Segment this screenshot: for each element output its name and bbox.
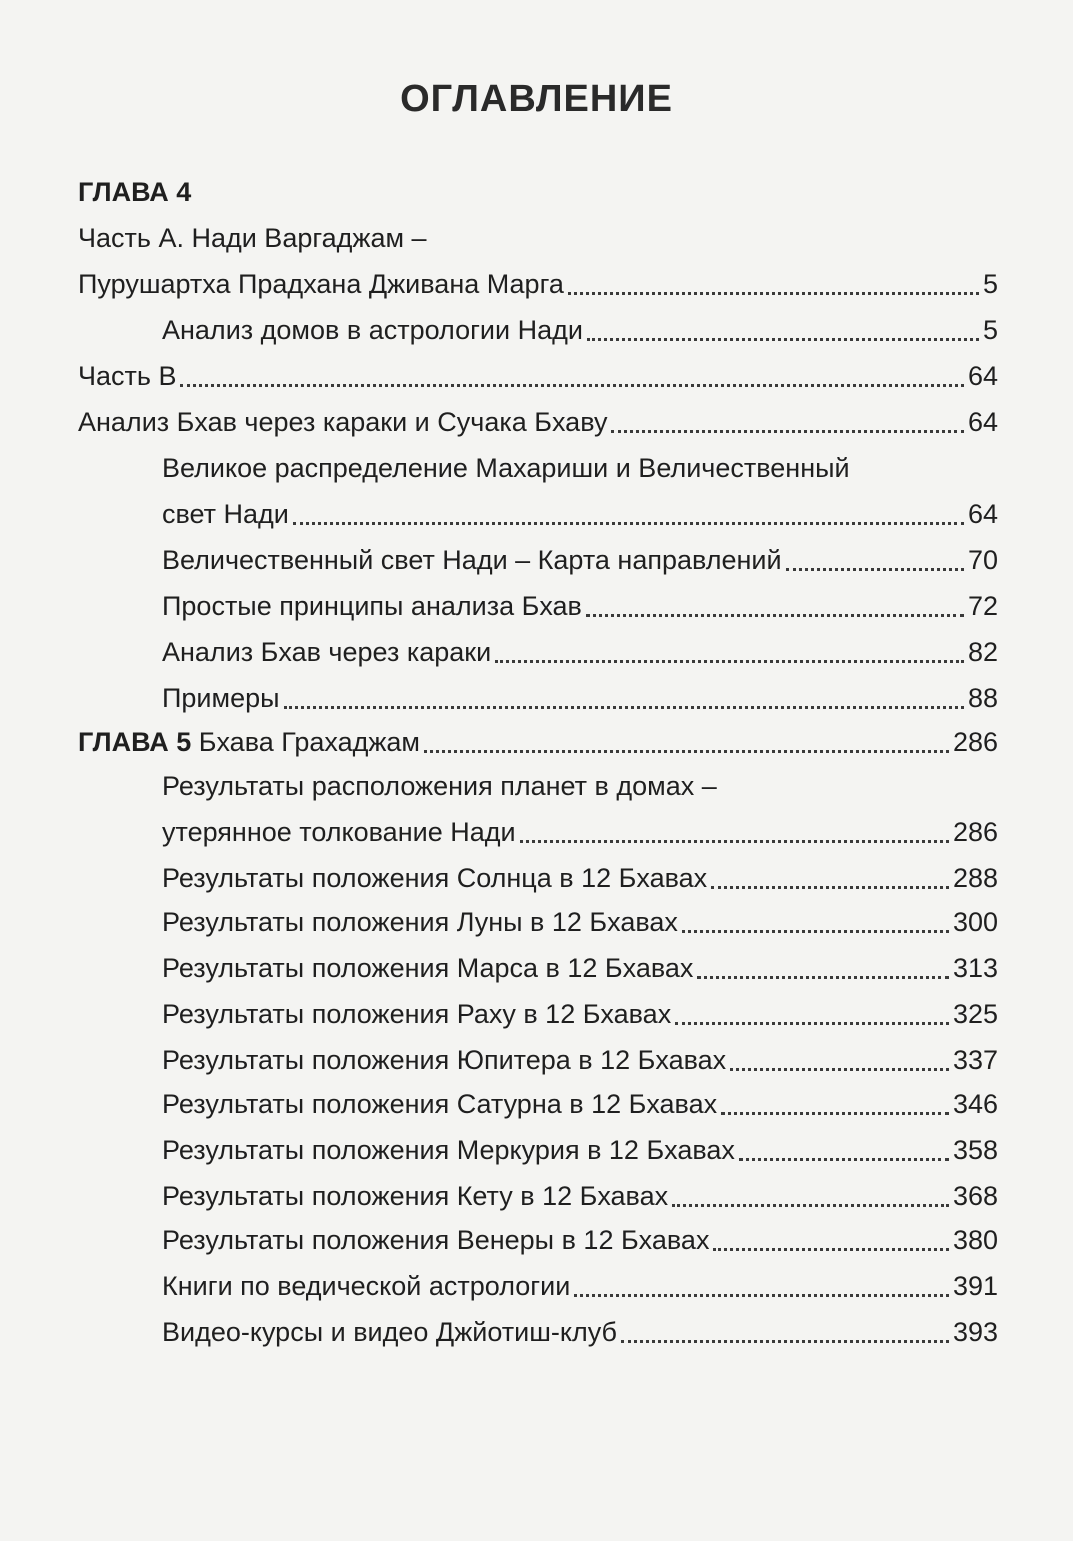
toc-entry <box>162 492 998 536</box>
toc-chapter-5-entry <box>78 720 998 764</box>
dot-leader <box>697 976 949 979</box>
dot-leader <box>711 886 949 889</box>
toc-page-number: 325 <box>952 999 998 1029</box>
dot-leader <box>520 840 949 843</box>
toc-entry-label <box>78 720 420 764</box>
toc-page-number: 64 <box>967 407 998 437</box>
toc-entry <box>162 1310 998 1354</box>
dot-leader <box>621 1340 949 1343</box>
dot-leader <box>424 750 949 753</box>
toc-page-number: 358 <box>952 1135 998 1165</box>
toc-page-number: 391 <box>952 1271 998 1301</box>
toc-entry-label: утерянное толкование Нади <box>162 817 516 847</box>
toc-entry <box>162 764 998 808</box>
toc-entry-label: Результаты положения Меркурия в 12 Бхавах <box>162 1135 735 1165</box>
toc-entry-label: Анализ Бхав через караки <box>162 637 492 667</box>
dot-leader <box>495 660 964 663</box>
toc-page-number: 5 <box>982 315 998 345</box>
toc-entry-label: Книги по ведической астрологии <box>162 1271 571 1301</box>
dot-leader <box>672 1204 949 1207</box>
toc-entry-label: Пурушартха Прадхана Дживана Марга <box>78 269 564 299</box>
toc-entry <box>162 1174 998 1218</box>
toc-entry <box>162 1128 998 1172</box>
dot-leader <box>786 568 964 571</box>
toc-entry-label: Примеры <box>162 683 280 713</box>
toc-entry-label: Часть В <box>78 361 177 391</box>
toc-entry-label: Величественный свет Нади – Карта направлений <box>162 545 782 575</box>
dot-leader <box>739 1158 949 1161</box>
chapter-title: Бхава Грахаджам <box>198 727 420 757</box>
toc-page-number: 346 <box>952 1089 998 1119</box>
toc-entry-label: Результаты положения Кету в 12 Бхавах <box>162 1181 669 1211</box>
dot-leader <box>293 522 964 525</box>
toc-page-number: 82 <box>967 637 998 667</box>
toc-entry <box>162 946 998 990</box>
toc-chapter-4-heading <box>78 170 998 214</box>
toc-entry <box>162 1082 998 1126</box>
toc-page-number: 337 <box>952 1045 998 1075</box>
dot-leader <box>568 292 979 295</box>
toc-entry <box>162 856 998 900</box>
dot-leader <box>675 1022 949 1025</box>
toc-entry <box>162 446 998 490</box>
toc-page-number: 380 <box>952 1225 998 1255</box>
toc-entry <box>162 810 998 854</box>
toc-entry-label: свет Нади <box>162 499 289 529</box>
dot-leader <box>721 1112 949 1115</box>
toc-entry-label: Анализ Бхав через караки и Сучака Бхаву <box>78 407 608 437</box>
toc-entry <box>78 262 998 306</box>
toc-entry <box>162 1264 998 1308</box>
toc-page-number: 5 <box>982 269 998 299</box>
toc-entry-label: Видео-курсы и видео Джйотиш-клуб <box>162 1317 617 1347</box>
dot-leader <box>730 1068 949 1071</box>
toc-page-number: 300 <box>952 907 998 937</box>
toc-entry-label: ГЛАВА 4 <box>78 177 192 207</box>
toc-page-number: 288 <box>952 863 998 893</box>
toc-entry <box>78 216 998 260</box>
toc-page-number: 64 <box>967 499 998 529</box>
toc-entry <box>162 584 998 628</box>
toc-page-number: 286 <box>952 727 998 757</box>
toc-entry-label: Результаты положения Луны в 12 Бхавах <box>162 907 678 937</box>
toc-entry <box>78 354 998 398</box>
toc-entry <box>162 992 998 1036</box>
toc-entry-label: Результаты положения Марса в 12 Бхавах <box>162 953 694 983</box>
dot-leader <box>180 384 963 387</box>
toc-entry <box>162 308 998 352</box>
toc-page-number: 64 <box>967 361 998 391</box>
toc-entry-label: Результаты положения Венеры в 12 Бхавах <box>162 1225 710 1255</box>
toc-entry-label: Часть А. Нади Варгаджам – <box>78 223 427 253</box>
toc-entry-label: Простые принципы анализа Бхав <box>162 591 582 621</box>
dot-leader <box>587 338 979 341</box>
toc-page-number: 313 <box>952 953 998 983</box>
page-title: ОГЛАВЛЕНИЕ <box>400 78 673 120</box>
dot-leader <box>713 1248 948 1251</box>
dot-leader <box>574 1294 949 1297</box>
toc-entry <box>78 400 998 444</box>
toc-entry <box>162 630 998 674</box>
toc-entry-label: Результаты положения Сатурна в 12 Бхавах <box>162 1089 718 1119</box>
toc-page-number: 70 <box>967 545 998 575</box>
toc-entry-label: Результаты положения Юпитера в 12 Бхавах <box>162 1045 727 1075</box>
dot-leader <box>586 614 964 617</box>
toc-page-number: 72 <box>967 591 998 621</box>
toc-entry <box>162 538 998 582</box>
toc-entry-label: Результаты положения Раху в 12 Бхавах <box>162 999 672 1029</box>
dot-leader <box>284 706 964 709</box>
chapter-label: ГЛАВА 5 <box>78 727 192 757</box>
toc-page-number: 286 <box>952 817 998 847</box>
toc-entry-label: Результаты положения Солнца в 12 Бхавах <box>162 863 708 893</box>
toc-entry <box>162 676 998 720</box>
toc-entry-label: Великое распределение Махариши и Величественный <box>162 453 850 483</box>
dot-leader <box>682 930 949 933</box>
toc-entry <box>162 1218 998 1262</box>
toc-entry <box>162 900 998 944</box>
toc-entry <box>162 1038 998 1082</box>
toc-page-number: 88 <box>967 683 998 713</box>
toc-page-number: 368 <box>952 1181 998 1211</box>
toc-entry-label: Результаты расположения планет в домах – <box>162 771 717 801</box>
toc-page-number: 393 <box>952 1317 998 1347</box>
toc-entry-label: Анализ домов в астрологии Нади <box>162 315 583 345</box>
dot-leader <box>611 430 964 433</box>
